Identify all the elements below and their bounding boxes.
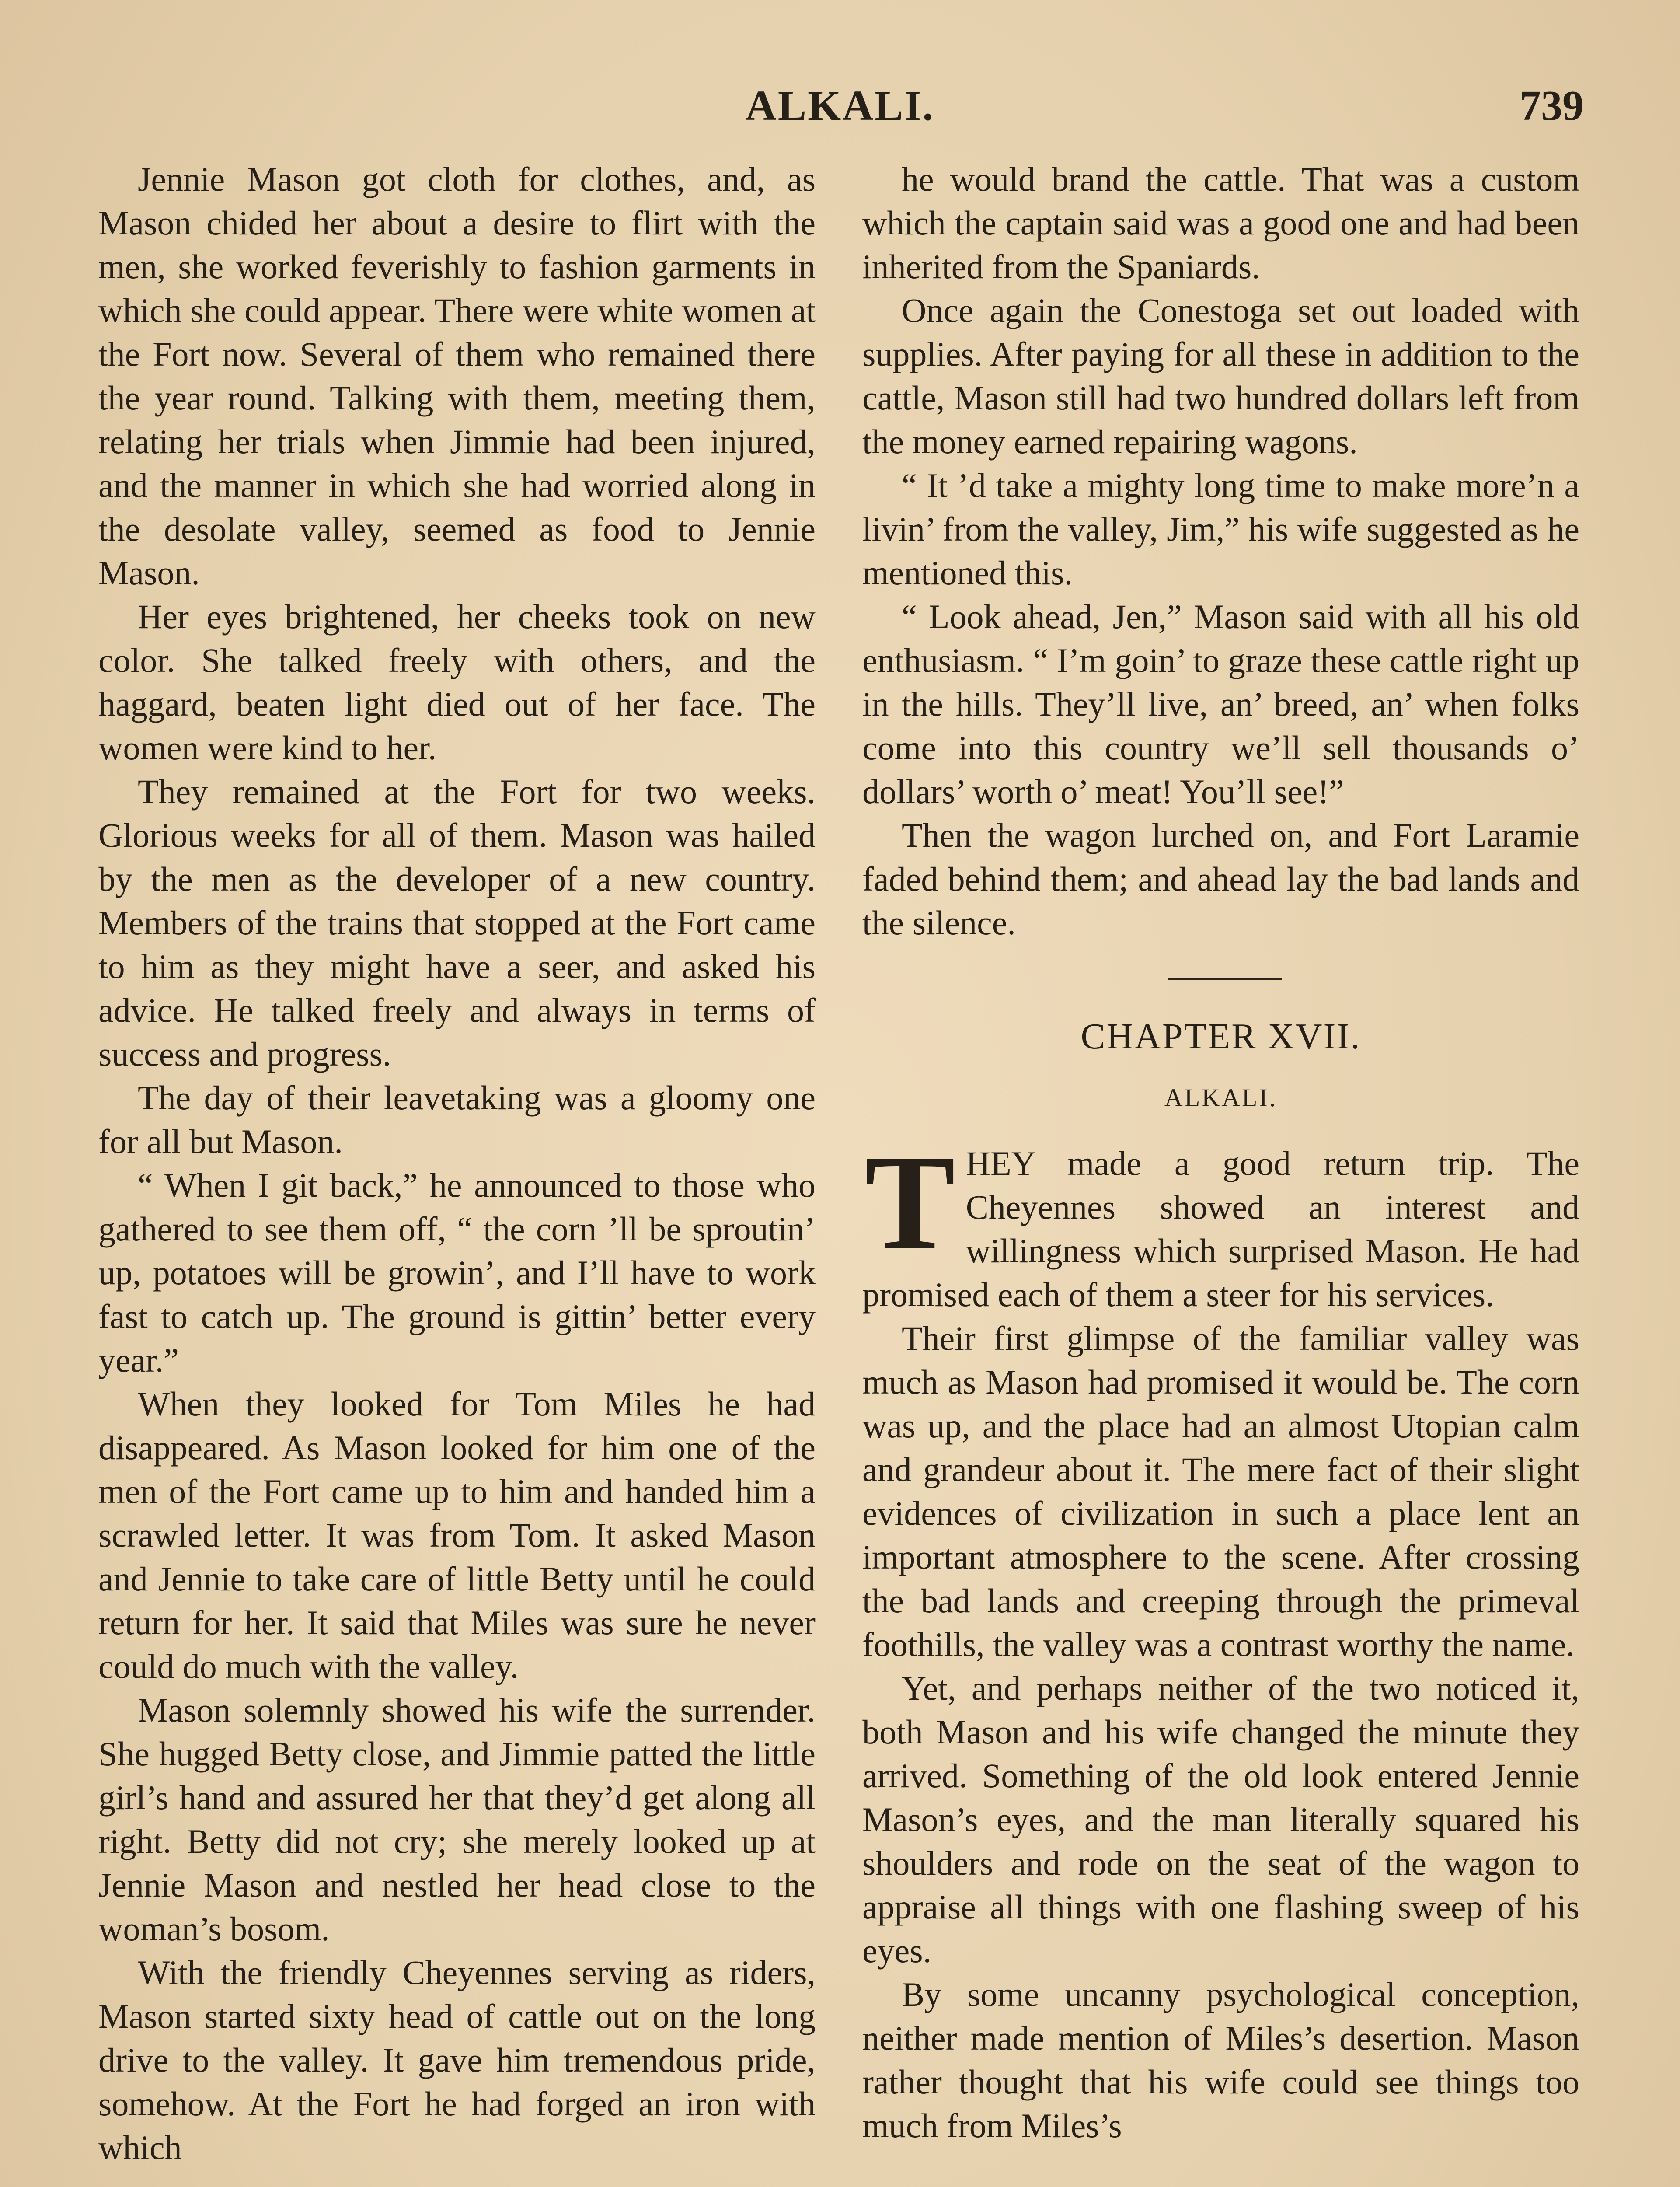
paragraph: Then the wagon lurched on, and Fort Laramie faded behind them; and ahead lay the bad lands and the silence.: [862, 816, 1579, 942]
paragraph: Mason solemnly showed his wife the surrender. She hugged Betty close, and Jimmie patted the little girl’s hand and assured her that they’d get along all right. Betty did not cry; she merely looked up at Jennie Mason and nestled her head close to the woman’s bosom.: [98, 1691, 816, 1948]
left-column: [98, 157, 816, 2187]
chapter-subtitle: ALKALI.: [1164, 1083, 1278, 1112]
drop-cap: T: [865, 1128, 955, 1278]
paragraph: Her eyes brightened, her cheeks took on new color. She talked freely with others, and the haggard, beaten light died out of her face. The women were kind to her.: [98, 597, 816, 767]
paragraph: Jennie Mason got cloth for clothes, and, as Mason chided her about a desire to flirt with the men, she worked feverishly to fashion garments in which she could appear. There were white women at the Fort now. Several of them who remained there the year round. Talking with them, meeting them, relating her trials when Jimmie had been injured, and the manner in which she had worried along in the desolate valley, seemed as food to Jennie Mason.: [98, 160, 816, 592]
running-head: [0, 81, 1680, 134]
section-divider: [862, 945, 1579, 1015]
paragraph: Once again the Conestoga set out loaded with supplies. After paying for all these in addition to the cattle, Mason still had two hundred dollars left from the money earned repairing wagons.: [862, 291, 1579, 461]
running-title: ALKALI.: [745, 82, 935, 129]
paragraph: Yet, and perhaps neither of the two noticed it, both Mason and his wife changed the minute they arrived. Something of the old look entered Jennie Mason’s eyes, and the man literally squared his shoulders and rode on the seat of the wagon to appraise all things with one flashing sweep of his eyes.: [862, 1669, 1579, 1970]
paragraph: “ It ’d take a mighty long time to make more’n a livin’ from the valley, Jim,” his wife suggested as he mentioned this.: [862, 466, 1579, 592]
right-column: [862, 157, 1579, 2187]
paragraph: The day of their leavetaking was a gloomy one for all but Mason.: [98, 1079, 816, 1160]
paragraph: With the friendly Cheyennes serving as riders, Mason started sixty head of cattle out on the long drive to the valley. It gave him tremendous pride, somehow. At the Fort he had forged an iron with which: [98, 1953, 816, 2166]
paragraph: “ When I git back,” he announced to those who gathered to see them off, “ the corn ’ll be sproutin’ up, potatoes will be growin’, and I’ll have to work fast to catch up. The ground is gittin’ better every year.”: [98, 1166, 816, 1379]
paragraph: They remained at the Fort for two weeks. Glorious weeks for all of them. Mason was hailed by the men as the developer of a new country. Members of the trains that stopped at the Fort came to him as they might have a seer, and asked his advice. He talked freely and always in terms of success and progress.: [98, 772, 816, 1073]
chapter-heading: CHAPTER XVII.: [1080, 1016, 1361, 1057]
paragraph: By some uncanny psychological conception, neither made mention of Miles’s desertion. Mason rather thought that his wife could see things too much from Miles’s: [862, 1975, 1579, 2145]
divider-rule: [1168, 978, 1282, 980]
page-number: 739: [1520, 82, 1584, 129]
opening-text: HEY made a good return trip. The Cheyennes showed an interest and willingness which surprised Mason. He had promised each of them a steer for his services.: [862, 1144, 1579, 1314]
paragraph: When they looked for Tom Miles he had disappeared. As Mason looked for him one of the men of the Fort came up to him and handed him a scrawled letter. It was from Tom. It asked Mason and Jennie to take care of little Betty until he could return for her. It said that Miles was sure he never could do much with the valley.: [98, 1385, 816, 1685]
paragraph: he would brand the cattle. That was a custom which the captain said was a good one and had been inherited from the Spaniards.: [862, 160, 1579, 286]
paragraph: Their first glimpse of the familiar valley was much as Mason had promised it would be. The corn was up, and the place had an almost Utopian calm and grandeur about it. The mere fact of their slight evidences of civilization in such a place lent an important atmosphere to the scene. After crossing the bad lands and creeping through the primeval foothills, the valley was a contrast worthy the name.: [862, 1319, 1579, 1663]
paragraph: “ Look ahead, Jen,” Mason said with all his old enthusiasm. “ I’m goin’ to graze these cattle right up in the hills. They’ll live, an’ breed, an’ when folks come into this country we’ll sell thousands o’ dollars’ worth o’ meat! You’ll see!”: [862, 597, 1579, 811]
chapter-opening-paragraph: [862, 1128, 1579, 1317]
